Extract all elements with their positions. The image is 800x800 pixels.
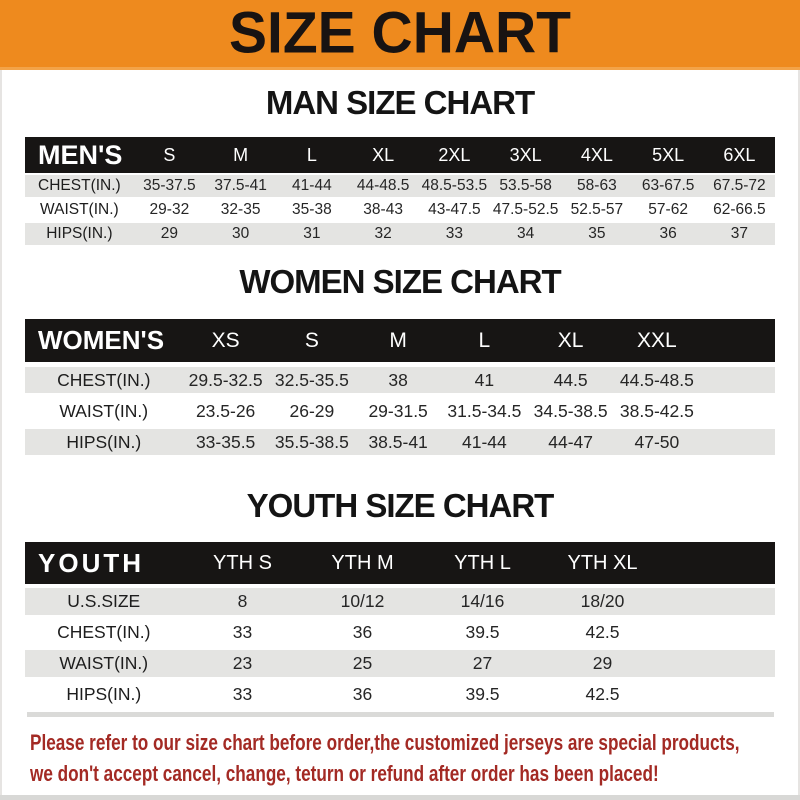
- size-value-cell: 36: [633, 223, 704, 245]
- size-value-cell: 35.5-38.5: [269, 429, 355, 455]
- size-value-cell: 57-62: [633, 199, 704, 221]
- size-column-header: 2XL: [419, 137, 490, 173]
- row-label: HIPS(IN.): [25, 223, 134, 245]
- size-value-cell: 41-44: [441, 429, 527, 455]
- size-column-header: XL: [528, 319, 614, 362]
- women-size-table: [25, 314, 775, 460]
- row-filler: [700, 398, 775, 424]
- size-column-header: M: [205, 137, 276, 173]
- row-label: U.S.SIZE: [25, 588, 183, 615]
- row-label: CHEST(IN.): [25, 619, 183, 646]
- size-column-header: 3XL: [490, 137, 561, 173]
- size-value-cell: 44.5: [528, 367, 614, 393]
- size-value-cell: 27: [423, 650, 543, 677]
- women-header-bar: [25, 319, 775, 362]
- size-column-header: YTH L: [423, 542, 543, 584]
- table-row: [25, 398, 775, 424]
- size-value-cell: 33: [183, 681, 303, 708]
- size-column-header: 5XL: [633, 137, 704, 173]
- header-filler: [663, 542, 776, 584]
- size-value-cell: 29-31.5: [355, 398, 441, 424]
- size-value-cell: 32: [348, 223, 419, 245]
- size-column-header: M: [355, 319, 441, 362]
- row-label: CHEST(IN.): [25, 367, 183, 393]
- row-filler: [700, 429, 775, 455]
- size-column-header: S: [134, 137, 205, 173]
- size-value-cell: 10/12: [303, 588, 423, 615]
- size-value-cell: 38: [355, 367, 441, 393]
- size-column-header: 6XL: [704, 137, 775, 173]
- page-bottom-divider: [0, 795, 800, 800]
- page-title: SIZE CHART: [229, 0, 571, 66]
- row-filler: [663, 681, 776, 708]
- size-value-cell: 36: [303, 681, 423, 708]
- size-value-cell: 37: [704, 223, 775, 245]
- youth-corner-label: YOUTH: [25, 542, 183, 584]
- size-column-header: XS: [183, 319, 269, 362]
- size-value-cell: 67.5-72: [704, 175, 775, 197]
- table-row: [25, 429, 775, 455]
- size-value-cell: 34: [490, 223, 561, 245]
- table-row: [25, 223, 775, 245]
- size-value-cell: 29.5-32.5: [183, 367, 269, 393]
- size-value-cell: 33: [419, 223, 490, 245]
- size-value-cell: 63-67.5: [633, 175, 704, 197]
- row-filler: [663, 650, 776, 677]
- table-row: [25, 650, 775, 677]
- size-value-cell: 39.5: [423, 681, 543, 708]
- size-value-cell: 47.5-52.5: [490, 199, 561, 221]
- size-value-cell: 33: [183, 619, 303, 646]
- size-value-cell: 31.5-34.5: [441, 398, 527, 424]
- women-section-heading: WOMEN SIZE CHART: [239, 263, 561, 300]
- size-value-cell: 18/20: [543, 588, 663, 615]
- size-column-header: XL: [348, 137, 419, 173]
- youth-header-bar: [25, 542, 775, 584]
- size-value-cell: 48.5-53.5: [419, 175, 490, 197]
- man-corner-label: MEN'S: [25, 137, 134, 173]
- size-column-header: YTH S: [183, 542, 303, 584]
- table-bottom-divider: [27, 712, 774, 717]
- size-column-header: S: [269, 319, 355, 362]
- footer-note-line1: Please refer to our size chart before order,the customized jerseys are special products,: [30, 730, 740, 755]
- size-column-header: L: [276, 137, 347, 173]
- size-value-cell: 42.5: [543, 619, 663, 646]
- size-value-cell: 47-50: [614, 429, 700, 455]
- size-column-header: 4XL: [561, 137, 632, 173]
- size-column-header: YTH XL: [543, 542, 663, 584]
- size-value-cell: 25: [303, 650, 423, 677]
- size-value-cell: 37.5-41: [205, 175, 276, 197]
- row-label: HIPS(IN.): [25, 429, 183, 455]
- table-row: [25, 619, 775, 646]
- size-value-cell: 35-37.5: [134, 175, 205, 197]
- size-value-cell: 14/16: [423, 588, 543, 615]
- size-value-cell: 23.5-26: [183, 398, 269, 424]
- man-header-bar: [25, 137, 775, 173]
- size-value-cell: 31: [276, 223, 347, 245]
- size-value-cell: 29: [134, 223, 205, 245]
- size-value-cell: 32-35: [205, 199, 276, 221]
- footer-note-line2: we don't accept cancel, change, teturn or refund after order has been placed!: [30, 761, 659, 786]
- size-value-cell: 29: [543, 650, 663, 677]
- size-value-cell: 44.5-48.5: [614, 367, 700, 393]
- size-value-cell: 38-43: [348, 199, 419, 221]
- size-value-cell: 52.5-57: [561, 199, 632, 221]
- row-label: WAIST(IN.): [25, 650, 183, 677]
- size-value-cell: 35: [561, 223, 632, 245]
- size-value-cell: 36: [303, 619, 423, 646]
- size-value-cell: 8: [183, 588, 303, 615]
- size-value-cell: 32.5-35.5: [269, 367, 355, 393]
- banner: [0, 0, 800, 70]
- size-value-cell: 42.5: [543, 681, 663, 708]
- size-value-cell: 26-29: [269, 398, 355, 424]
- size-value-cell: 35-38: [276, 199, 347, 221]
- man-section-heading: MAN SIZE CHART: [265, 84, 535, 121]
- table-row: [25, 588, 775, 615]
- row-filler: [700, 367, 775, 393]
- row-filler: [663, 588, 776, 615]
- footer-note: [30, 727, 800, 789]
- size-value-cell: 58-63: [561, 175, 632, 197]
- size-value-cell: 30: [205, 223, 276, 245]
- row-filler: [663, 619, 776, 646]
- table-row: [25, 175, 775, 197]
- man-size-table: [25, 135, 775, 247]
- women-corner-label: WOMEN'S: [25, 319, 183, 362]
- table-row: [25, 681, 775, 708]
- size-value-cell: 29-32: [134, 199, 205, 221]
- row-label: WAIST(IN.): [25, 398, 183, 424]
- size-value-cell: 43-47.5: [419, 199, 490, 221]
- table-row: [25, 199, 775, 221]
- size-value-cell: 34.5-38.5: [528, 398, 614, 424]
- row-label: HIPS(IN.): [25, 681, 183, 708]
- size-value-cell: 23: [183, 650, 303, 677]
- size-value-cell: 33-35.5: [183, 429, 269, 455]
- size-value-cell: 41: [441, 367, 527, 393]
- size-value-cell: 44-47: [528, 429, 614, 455]
- size-column-header: XXL: [614, 319, 700, 362]
- size-column-header: L: [441, 319, 527, 362]
- size-value-cell: 44-48.5: [348, 175, 419, 197]
- size-value-cell: 38.5-42.5: [614, 398, 700, 424]
- size-value-cell: 38.5-41: [355, 429, 441, 455]
- row-label: CHEST(IN.): [25, 175, 134, 197]
- table-row: [25, 367, 775, 393]
- header-filler: [700, 319, 775, 362]
- size-value-cell: 39.5: [423, 619, 543, 646]
- size-column-header: YTH M: [303, 542, 423, 584]
- youth-section-heading: YOUTH SIZE CHART: [246, 487, 554, 524]
- size-value-cell: 53.5-58: [490, 175, 561, 197]
- size-value-cell: 62-66.5: [704, 199, 775, 221]
- size-value-cell: 41-44: [276, 175, 347, 197]
- youth-size-table: [25, 538, 775, 712]
- row-label: WAIST(IN.): [25, 199, 134, 221]
